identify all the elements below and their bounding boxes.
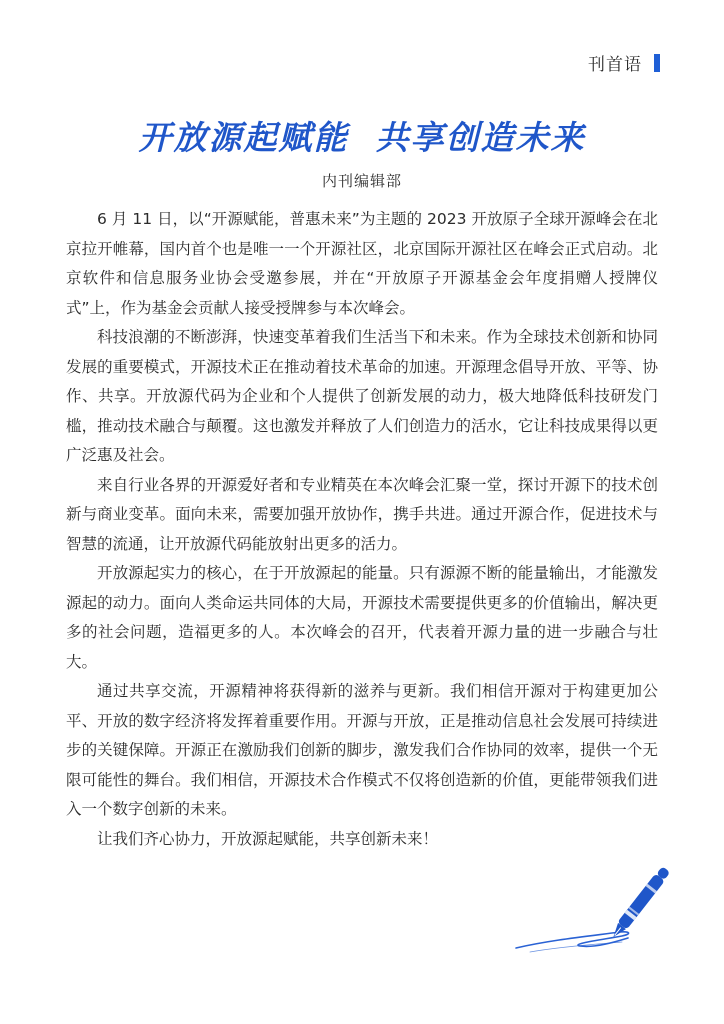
article-paragraph: 开放源起实力的核心，在于开放源起的能量。只有源源不断的能量输出，才能激发源起的动力。面向人类命运共同体的大局，开源技术需要提供更多的价值输出，解决更多的社会问题，造福更多的人。本次峰会的召开，代表着开源力量的进一步融合与壮大。: [66, 564, 658, 671]
fountain-pen-icon: [510, 860, 670, 960]
section-accent-bar: [654, 54, 660, 72]
article-body: [66, 205, 658, 854]
article-paragraph: 让我们齐心协力，开放源起赋能，共享创新未来！: [97, 829, 439, 848]
section-label: 刊首语: [588, 55, 642, 75]
section-tag: [588, 50, 660, 75]
article-title: 开放源起赋能 共享创造未来: [138, 118, 586, 157]
article-byline: 内刊编辑部: [321, 172, 402, 190]
article-paragraph: 来自行业各界的开源爱好者和专业精英在本次峰会汇聚一堂，探讨开源下的技术创新与商业变革。面向未来，需要加强开放协作，携手共进。通过开源合作，促进技术与智慧的流通，让开放源代码能放射出更多的活力。: [66, 475, 658, 553]
article-paragraph: 科技浪潮的不断澎湃，快速变革着我们生活当下和未来。作为全球技术创新和协同发展的重要模式，开源技术正在推动着技术革命的加速。开源理念倡导开放、平等、协作、共享。开放源代码为企业和个人提供了创新发展的动力，极大地降低科技研发门槛，推动技术融合与颠覆。这也激发并释放了人们创造力的活水，它让科技成果得以更广泛惠及社会。: [66, 328, 658, 464]
article-paragraph: 通过共享交流，开源精神将获得新的滋养与更新。我们相信开源对于构建更加公平、开放的数字经济将发挥着重要作用。开源与开放，正是推动信息社会发展可持续进步的关键保障。开源正在激励我们创新的脚步，激发我们合作协同的效率，提供一个无限可能性的舞台。我们相信，开源技术合作模式不仅将创造新的价值，更能带领我们进入一个数字创新的未来。: [66, 682, 658, 818]
article-paragraph: 6 月 11 日，以“开源赋能，普惠未来”为主题的 2023 开放原子全球开源峰会在北京拉开帷幕，国内首个也是唯一一个开源社区，北京国际开源社区在峰会正式启动。北京软件和信息服务业协会受邀参展，并在“开放原子开源基金会年度捐赠人授牌仪式”上，作为基金会贡献人接受授牌参与本次峰会。: [66, 210, 658, 317]
